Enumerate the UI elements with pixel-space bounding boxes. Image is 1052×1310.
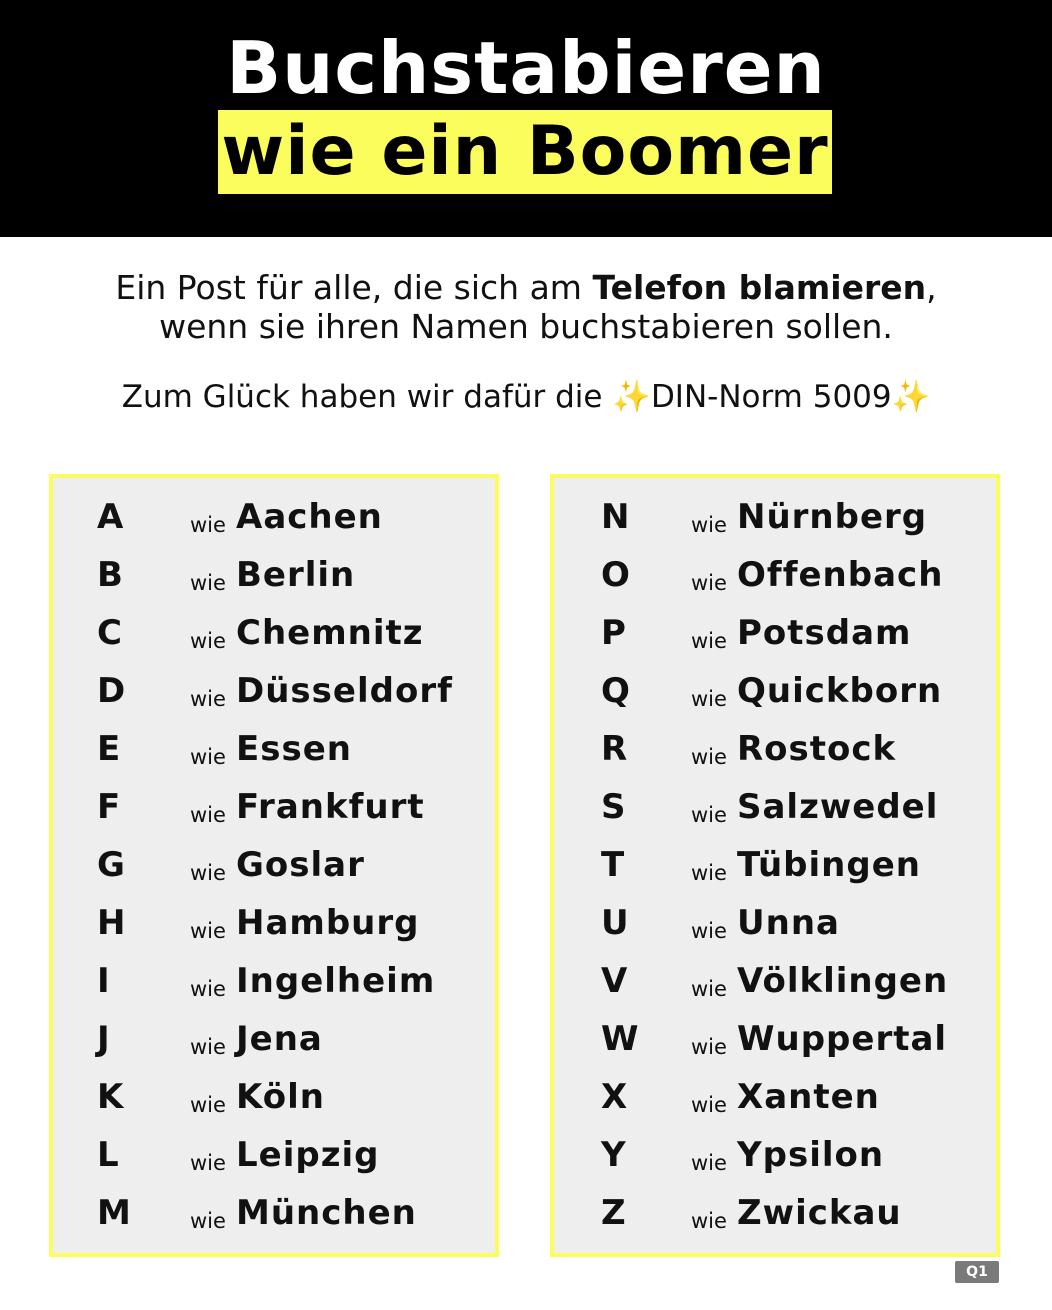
- spelling-row: [53, 778, 495, 836]
- wie-connector: wie: [691, 513, 727, 537]
- spelling-letter: T: [601, 845, 625, 885]
- intro-line1-plain: Ein Post für alle, die sich am: [115, 268, 593, 307]
- spelling-row: [554, 1126, 996, 1184]
- spelling-letter: F: [97, 787, 121, 827]
- wie-connector: wie: [190, 1093, 226, 1117]
- spelling-row: [53, 1010, 495, 1068]
- wie-connector: wie: [691, 745, 727, 769]
- spelling-city: Wuppertal: [737, 1019, 948, 1059]
- wie-connector: wie: [691, 687, 727, 711]
- wie-connector: wie: [691, 629, 727, 653]
- spelling-letter: B: [97, 555, 123, 595]
- spelling-city: Ingelheim: [236, 961, 436, 1001]
- spelling-letter: H: [97, 903, 126, 943]
- sparkle-icon: ✨: [891, 379, 931, 415]
- spelling-row: [53, 720, 495, 778]
- wie-connector: wie: [190, 861, 226, 885]
- spelling-row: [554, 604, 996, 662]
- spelling-letter: K: [97, 1077, 124, 1117]
- spelling-letter: N: [601, 497, 630, 537]
- wie-connector: wie: [190, 977, 226, 1001]
- wie-connector: wie: [691, 571, 727, 595]
- page-badge: Q1: [955, 1261, 999, 1283]
- wie-connector: wie: [190, 513, 226, 537]
- intro-text: [0, 268, 1052, 346]
- spelling-row: [53, 836, 495, 894]
- spelling-letter: O: [601, 555, 630, 595]
- spelling-letter: V: [601, 961, 628, 1001]
- intro-line2: wenn sie ihren Namen buchstabieren sollen.: [159, 307, 893, 346]
- spelling-letter: Z: [601, 1193, 626, 1233]
- wie-connector: wie: [691, 803, 727, 827]
- spelling-city: Essen: [236, 729, 352, 769]
- subline-text: Zum Glück haben wir dafür die: [121, 379, 613, 415]
- spelling-letter: S: [601, 787, 626, 827]
- spelling-row: [554, 662, 996, 720]
- spelling-letter: L: [97, 1135, 119, 1175]
- wie-connector: wie: [691, 1093, 727, 1117]
- wie-connector: wie: [190, 745, 226, 769]
- wie-connector: wie: [691, 1035, 727, 1059]
- wie-connector: wie: [691, 861, 727, 885]
- spelling-row: [554, 1068, 996, 1126]
- spelling-city: Ypsilon: [737, 1135, 885, 1175]
- spelling-city: Völklingen: [737, 961, 949, 1001]
- title-line-1: Buchstabieren: [226, 26, 826, 110]
- spelling-row: [53, 1068, 495, 1126]
- spelling-row: [53, 604, 495, 662]
- spelling-letter: D: [97, 671, 126, 711]
- spelling-city: Potsdam: [737, 613, 912, 653]
- spelling-city: Rostock: [737, 729, 897, 769]
- spelling-row: [53, 488, 495, 546]
- din-norm-line: [0, 377, 1052, 417]
- spelling-city: Unna: [737, 903, 840, 943]
- spelling-letter: Y: [601, 1135, 626, 1175]
- alphabet-panel-left: [49, 474, 499, 1257]
- spelling-row: [554, 546, 996, 604]
- spelling-row: [53, 894, 495, 952]
- spelling-city: Aachen: [236, 497, 383, 537]
- intro-line1-bold: Telefon blamieren: [592, 268, 927, 307]
- title-line-2: wie ein Boomer: [221, 112, 829, 191]
- wie-connector: wie: [691, 1151, 727, 1175]
- spelling-city: Berlin: [236, 555, 356, 595]
- wie-connector: wie: [190, 571, 226, 595]
- spelling-letter: C: [97, 613, 122, 653]
- spelling-letter: W: [601, 1019, 639, 1059]
- spelling-row: [554, 778, 996, 836]
- spelling-row: [53, 546, 495, 604]
- spelling-letter: Q: [601, 671, 630, 711]
- wie-connector: wie: [190, 1209, 226, 1233]
- wie-connector: wie: [190, 1151, 226, 1175]
- wie-connector: wie: [190, 687, 226, 711]
- spelling-row: [53, 662, 495, 720]
- spelling-city: Hamburg: [236, 903, 420, 943]
- din-norm-label: DIN-Norm 5009: [650, 379, 892, 415]
- spelling-city: Salzwedel: [737, 787, 939, 827]
- spelling-city: München: [236, 1193, 417, 1233]
- spelling-letter: U: [601, 903, 629, 943]
- wie-connector: wie: [691, 977, 727, 1001]
- spelling-letter: G: [97, 845, 125, 885]
- spelling-row: [53, 1126, 495, 1184]
- spelling-row: [554, 488, 996, 546]
- spelling-row: [554, 720, 996, 778]
- spelling-letter: J: [97, 1019, 110, 1059]
- wie-connector: wie: [190, 803, 226, 827]
- spelling-city: Xanten: [737, 1077, 880, 1117]
- spelling-letter: M: [97, 1193, 131, 1233]
- spelling-city: Zwickau: [737, 1193, 902, 1233]
- title-highlight-box: [218, 110, 832, 194]
- spelling-letter: I: [97, 961, 110, 1001]
- spelling-city: Offenbach: [737, 555, 944, 595]
- spelling-city: Quickborn: [737, 671, 943, 711]
- spelling-row: [53, 1184, 495, 1242]
- spelling-city: Jena: [236, 1019, 323, 1059]
- wie-connector: wie: [691, 919, 727, 943]
- sparkle-icon: ✨: [612, 379, 651, 415]
- wie-connector: wie: [190, 919, 226, 943]
- spelling-city: Nürnberg: [737, 497, 928, 537]
- spelling-city: Goslar: [236, 845, 365, 885]
- spelling-row: [554, 1184, 996, 1242]
- wie-connector: wie: [691, 1209, 727, 1233]
- spelling-row: [53, 952, 495, 1010]
- spelling-city: Tübingen: [737, 845, 921, 885]
- spelling-letter: E: [97, 729, 121, 769]
- spelling-row: [554, 952, 996, 1010]
- spelling-city: Chemnitz: [236, 613, 424, 653]
- spelling-letter: R: [601, 729, 628, 769]
- alphabet-panel-right: [550, 474, 1000, 1257]
- spelling-row: [554, 836, 996, 894]
- spelling-letter: X: [601, 1077, 628, 1117]
- spelling-row: [554, 1010, 996, 1068]
- spelling-letter: A: [97, 497, 124, 537]
- header-banner: [0, 0, 1052, 237]
- spelling-city: Düsseldorf: [236, 671, 453, 711]
- spelling-city: Leipzig: [236, 1135, 380, 1175]
- wie-connector: wie: [190, 1035, 226, 1059]
- spelling-city: Köln: [236, 1077, 325, 1117]
- intro-line1-end: ,: [926, 268, 937, 307]
- spelling-city: Frankfurt: [236, 787, 425, 827]
- wie-connector: wie: [190, 629, 226, 653]
- spelling-row: [554, 894, 996, 952]
- spelling-letter: P: [601, 613, 626, 653]
